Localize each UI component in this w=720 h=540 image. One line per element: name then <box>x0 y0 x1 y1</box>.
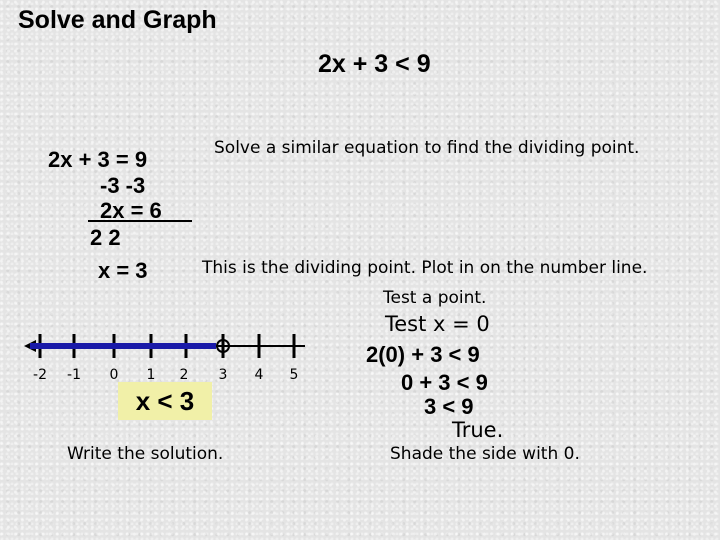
number-line <box>0 325 720 395</box>
solution-text: x < 3 <box>135 385 195 416</box>
step-equation: 2x + 3 = 9 <box>48 147 148 172</box>
tick-label: 4 <box>254 367 264 383</box>
problem-inequality: 2x + 3 < 9 <box>318 50 431 78</box>
tick-label: 1 <box>146 367 156 383</box>
step-simplified: 2x = 6 <box>100 198 162 223</box>
step-result: x = 3 <box>98 258 148 283</box>
tick-label: 0 <box>109 367 119 383</box>
note-shade-side: Shade the side with 0. <box>390 444 580 464</box>
page-title: Solve and Graph <box>18 6 217 34</box>
test-value: Test x = 0 <box>385 312 490 336</box>
note-similar-equation: Solve a similar equation to find the dividing point. <box>214 138 640 158</box>
tick-label: 2 <box>179 367 189 383</box>
note-test-point: Test a point. <box>383 288 487 308</box>
test-compare: 3 < 9 <box>424 394 474 419</box>
tick-label: -1 <box>67 367 81 383</box>
note-dividing-point: This is the dividing point. Plot in on the number line. <box>202 258 648 278</box>
test-simplify: 0 + 3 < 9 <box>401 370 488 395</box>
tick-label: 5 <box>289 367 299 383</box>
tick-label: -2 <box>33 367 47 383</box>
note-write-solution: Write the solution. <box>67 444 224 464</box>
step-subtract: -3 -3 <box>100 173 146 198</box>
step-divide: 2 2 <box>90 225 121 250</box>
test-result: True. <box>452 418 504 442</box>
tick-label: 3 <box>218 367 228 383</box>
test-substitution: 2(0) + 3 < 9 <box>366 342 480 367</box>
